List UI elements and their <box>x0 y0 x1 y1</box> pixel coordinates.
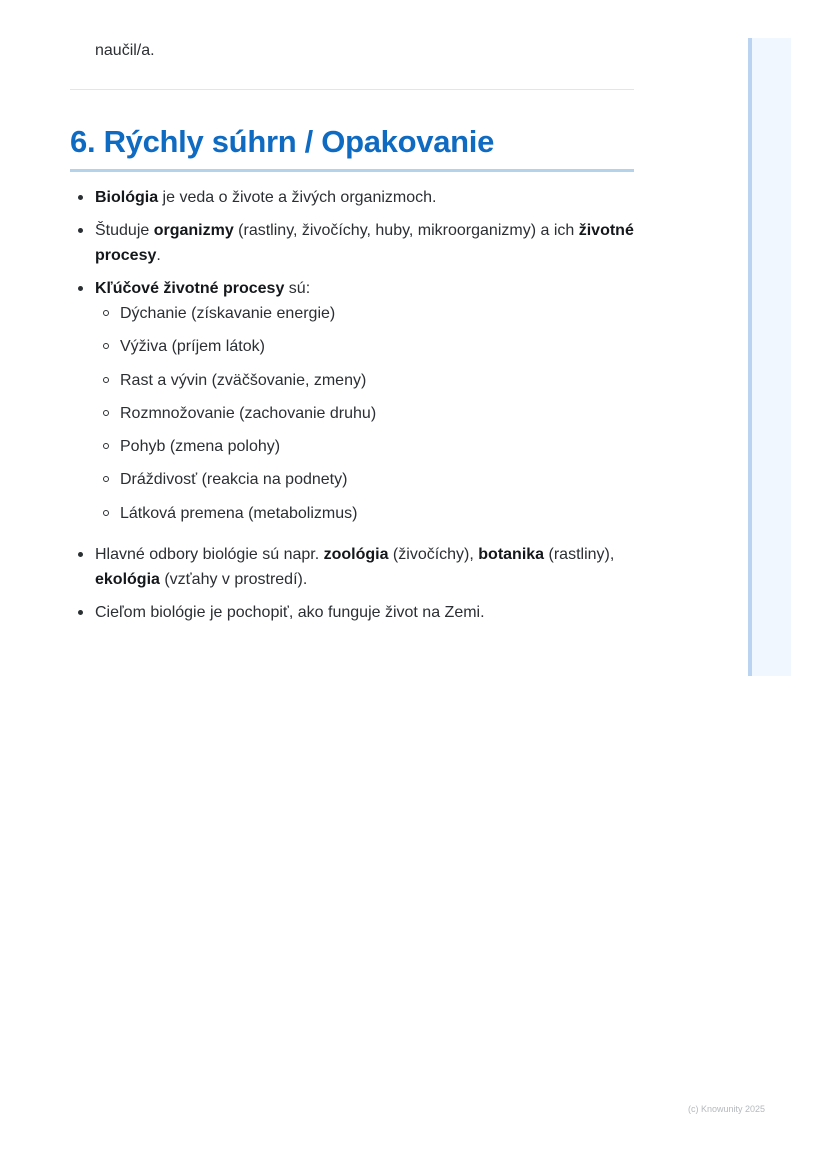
process-item: Rozmnožovanie (zachovanie druhu) <box>120 401 665 434</box>
summary-item-definition: Biológia je veda o živote a živých organizmoch. <box>95 185 665 210</box>
side-note-panel <box>748 38 791 676</box>
key-processes-list <box>95 301 665 534</box>
previous-section-trailing-text: naučil/a. <box>95 42 155 59</box>
summary-item-studies: Študuje organizmy (rastliny, živočíchy, huby, mikroorganizmy) a ich životné procesy. <box>95 218 665 268</box>
process-item: Dráždivosť (reakcia na podnety) <box>120 467 665 500</box>
section-title: 6. Rýchly súhrn / Opakovanie <box>70 124 495 159</box>
summary-item-key-processes: Kľúčové životné procesy sú: Dýchanie (získavanie energie) Výživa (príjem látok) Rast a vývin (zväčšovanie, zmeny) Rozmnožovanie (zachovanie druhu) Pohyb (zmena polohy) Dráždivosť (reakcia na podnety) Látková premena (metabolizmus) <box>95 276 665 534</box>
process-item: Dýchanie (získavanie energie) <box>120 301 665 334</box>
copyright-footer: (c) Knowunity 2025 <box>688 1104 766 1114</box>
section-title-underline <box>70 169 634 172</box>
summary-item-goal: Cieľom biológie je pochopiť, ako funguje život na Zemi. <box>95 600 665 625</box>
summary-list <box>70 185 665 633</box>
process-item: Látková premena (metabolizmus) <box>120 501 665 534</box>
summary-item-branches: Hlavné odbory biológie sú napr. zoológia (živočíchy), botanika (rastliny), ekológia (vzťahy v prostredí). <box>95 542 665 592</box>
process-item: Výživa (príjem látok) <box>120 334 665 367</box>
process-item: Rast a vývin (zväčšovanie, zmeny) <box>120 368 665 401</box>
process-item: Pohyb (zmena polohy) <box>120 434 665 467</box>
section-divider <box>70 89 634 90</box>
